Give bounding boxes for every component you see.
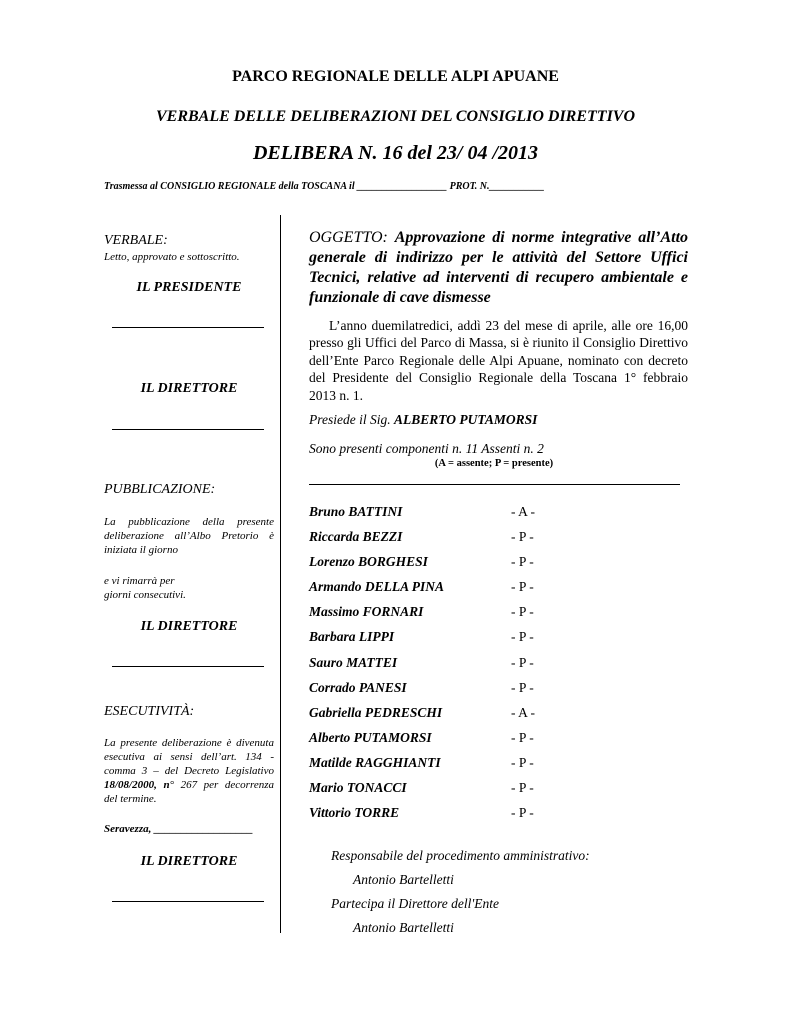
member-row	[309, 805, 689, 830]
member-status: - P -	[511, 754, 534, 770]
attendance-legend: (A = assente; P = presente)	[434, 458, 554, 469]
esecutivita-label: ESECUTIVITÀ:	[104, 704, 195, 719]
responsabile-name: Antonio Bartelletti	[353, 872, 454, 887]
direttore-signature-line-3	[112, 901, 264, 902]
direttore-label-2: IL DIRETTORE	[140, 619, 238, 634]
member-row	[309, 730, 689, 755]
oggetto-label: OGGETTO:	[309, 229, 388, 246]
partecipa-name: Antonio Bartelletti	[353, 920, 454, 935]
member-status: - A -	[511, 504, 536, 519]
responsabile-label: Responsabile del procedimento amministrativo:	[331, 848, 590, 863]
member-row	[309, 579, 689, 604]
presiede-name: ALBERTO PUTAMORSI	[393, 412, 538, 427]
direttore-signature-line-1	[112, 429, 264, 430]
member-row	[309, 780, 689, 805]
member-row	[309, 629, 689, 654]
verbale-label: VERBALE:	[104, 233, 168, 248]
presiede-label: Presiede il Sig.	[309, 412, 394, 427]
direttore-label-3: IL DIRETTORE	[140, 854, 238, 869]
members-separator	[309, 484, 680, 485]
oggetto-block	[309, 228, 688, 308]
member-name: Lorenzo BORGHESI	[309, 554, 428, 570]
trasmessa-line: Trasmessa al CONSIGLIO REGIONALE della TOSCANA il __________________ PROT. N.___________	[104, 181, 545, 192]
esecutivita-text	[104, 736, 274, 806]
member-status: - P -	[511, 805, 534, 821]
member-row	[309, 504, 689, 529]
member-row	[309, 755, 689, 780]
seravezza-line: Seravezza, __________________	[104, 823, 254, 835]
member-name: Riccarda BEZZI	[309, 529, 403, 545]
presenti-line: Sono presenti componenti n. 11 Assenti n. 2	[309, 441, 544, 456]
member-status: - P -	[511, 679, 534, 695]
member-row	[309, 705, 689, 730]
member-row	[309, 554, 689, 579]
member-name: Alberto PUTAMORSI	[309, 729, 432, 745]
member-status: - P -	[511, 604, 534, 620]
member-status: - P -	[511, 729, 534, 745]
column-divider	[280, 215, 281, 933]
member-name: Barbara LIPPI	[309, 629, 395, 645]
presidente-signature-line	[112, 327, 264, 328]
pubblicazione-text: La pubblicazione della presente deliberazione all’Albo Pretorio è iniziata il giorno	[104, 516, 274, 556]
oggetto-text: Approvazione di norme integrative all’Atto generale di indirizzo per le attività del Settore Uffici Tecnici, relative ad interventi di recupero ambientale e funzionale di cave dismesse	[309, 229, 689, 306]
session-body-text: L’anno duemilatredici, addì 23 del mese di aprile, alle ore 16,00 presso gli Uffici del Parco di Massa, si è riunito il Consiglio Direttivo dell’Ente Parco Regionale delle Alpi Apuane, nominato con decreto del Presidente del Consiglio Regionale della Toscana 1° febbraio 2013 n. 1.	[309, 318, 688, 403]
member-name: Armando DELLA PINA	[309, 579, 445, 595]
esecutivita-text-post: ° 267 per decorrenza del termine.	[104, 779, 274, 805]
members-list	[309, 504, 689, 830]
member-name: Matilde RAGGHIANTI	[309, 754, 441, 770]
member-row	[309, 680, 689, 705]
organization-title: PARCO REGIONALE DELLE ALPI APUANE	[232, 68, 559, 85]
member-name: Massimo FORNARI	[309, 604, 424, 620]
document-subtitle: VERBALE DELLE DELIBERAZIONI DEL CONSIGLIO DIRETTIVO	[155, 108, 636, 125]
partecipa-label: Partecipa il Direttore dell'Ente	[331, 896, 499, 911]
member-status: - P -	[511, 780, 534, 796]
member-status: - P -	[511, 579, 534, 595]
delibera-number: DELIBERA N. 16 del 23/ 04 /2013	[252, 142, 539, 164]
member-name: Sauro MATTEI	[309, 654, 398, 670]
member-status: - A -	[511, 704, 536, 720]
member-name: Corrado PANESI	[309, 679, 407, 695]
member-name: Vittorio TORRE	[309, 805, 400, 821]
esecutivita-text-pre: La presente deliberazione è divenuta esecutiva ai sensi dell’art. 134 - comma 3 – del Decreto Legislativo	[104, 737, 274, 777]
member-row	[309, 604, 689, 629]
verbale-text: Letto, approvato e sottoscritto.	[104, 251, 240, 263]
direttore-signature-line-2	[112, 666, 264, 667]
presiede-line	[309, 412, 688, 428]
esecutivita-text-date: 18/08/2000, n	[104, 779, 170, 791]
rimarra-text-1: e vi rimarrà per	[104, 575, 175, 587]
member-name: Mario TONACCI	[309, 780, 407, 796]
rimarra-text-2: giorni consecutivi.	[104, 589, 186, 601]
member-status: - P -	[511, 654, 534, 670]
member-status: - P -	[511, 629, 534, 645]
direttore-label-1: IL DIRETTORE	[140, 381, 238, 396]
member-status: - P -	[511, 529, 534, 545]
member-status: - P -	[511, 554, 534, 570]
member-name: Bruno BATTINI	[309, 504, 403, 519]
presidente-label: IL PRESIDENTE	[136, 280, 242, 295]
member-row	[309, 529, 689, 554]
pubblicazione-label: PUBBLICAZIONE:	[104, 482, 216, 497]
member-row	[309, 655, 689, 680]
member-name: Gabriella PEDRESCHI	[309, 704, 443, 720]
